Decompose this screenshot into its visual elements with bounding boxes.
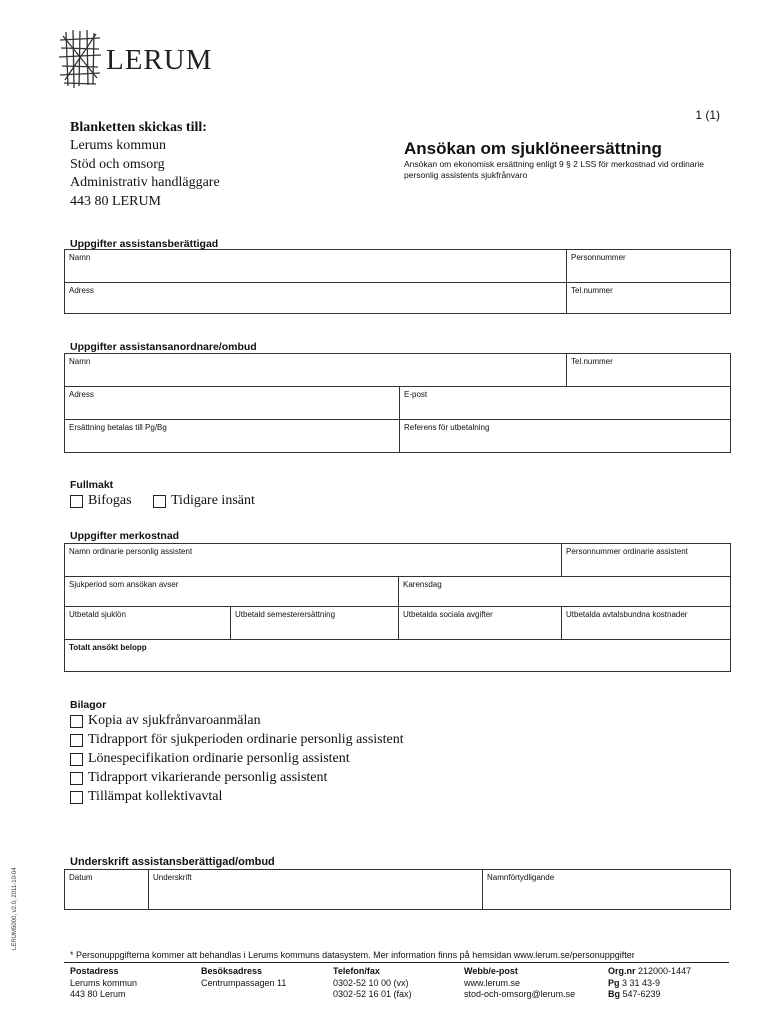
signature-date-field[interactable]	[65, 870, 149, 910]
fullmakt-attached-checkbox[interactable]	[70, 495, 83, 508]
field-label: Namn	[69, 357, 91, 366]
total-amount-field[interactable]	[65, 640, 731, 672]
field-label: Namnförtydligande	[487, 873, 555, 882]
attachment-checkbox[interactable]	[70, 715, 83, 728]
field-label: E-post	[404, 390, 428, 399]
beneficiary-table	[64, 249, 731, 314]
sender-address	[70, 137, 220, 211]
section-title-bilagor: Bilagor	[70, 699, 107, 711]
footer-line: 443 80 Lerum	[70, 989, 126, 999]
karensdag-field[interactable]	[399, 577, 731, 607]
field-label: Referens för utbetalning	[404, 423, 490, 432]
footer-line: 0302-52 10 00 (vx)	[333, 977, 409, 988]
contract-costs-field[interactable]	[562, 607, 731, 640]
organizer-phone-field[interactable]	[567, 354, 731, 387]
sender-line: Stöd och omsorg	[70, 156, 165, 172]
beneficiary-address-field[interactable]	[65, 283, 567, 314]
lerum-logo-icon	[58, 28, 102, 90]
field-label: Adress	[69, 390, 94, 399]
sender-line: 443 80 LERUM	[70, 193, 161, 209]
beneficiary-name-field[interactable]	[65, 250, 567, 283]
assistant-name-field[interactable]	[65, 544, 562, 577]
checkbox-label: Tidrapport vikarierande personlig assistent	[88, 770, 328, 785]
footer-phone	[333, 966, 412, 1001]
page-number: 1 (1)	[695, 108, 720, 122]
beneficiary-phone-field[interactable]	[567, 283, 731, 314]
attachment-item[interactable]	[70, 733, 404, 747]
field-label: Totalt ansökt belopp	[69, 643, 147, 652]
checkbox-label: Tidrapport för sjukperioden ordinarie personlig assistent	[88, 732, 404, 747]
sender-line: Lerums kommun	[70, 138, 167, 153]
field-label: Sjukperiod som ansökan avser	[69, 580, 179, 589]
section-title-signature: Underskrift assistansberättigad/ombud	[70, 856, 275, 868]
footer-line: Lerums kommun	[70, 977, 138, 988]
name-clarification-field[interactable]	[483, 870, 731, 910]
field-label: Underskrift	[153, 873, 192, 882]
organizer-table	[64, 353, 731, 453]
assistant-pnr-field[interactable]	[562, 544, 731, 577]
social-fees-field[interactable]	[399, 607, 562, 640]
sender-line: Administrativ handläggare	[70, 175, 220, 190]
footer-link-email[interactable]: stod-och-omsorg@lerum.se	[464, 989, 576, 999]
pg-value: 3 31 43-9	[622, 977, 661, 988]
attachment-item[interactable]	[70, 790, 222, 804]
footer-org	[608, 966, 691, 1001]
footer-postal	[70, 966, 137, 1001]
attachment-item[interactable]	[70, 752, 350, 766]
sender-heading: Blanketten skickas till:	[70, 120, 207, 135]
checkbox-label: Tillämpat kollektivavtal	[88, 789, 223, 804]
footer-line: 0302-52 16 01 (fax)	[333, 989, 412, 999]
footer-heading: Telefon/fax	[333, 966, 380, 976]
attachment-checkbox[interactable]	[70, 753, 83, 766]
sick-period-field[interactable]	[65, 577, 399, 607]
section-title-fullmakt: Fullmakt	[70, 479, 114, 491]
field-label: Datum	[69, 873, 93, 882]
form-title: Ansökan om sjuklöneersättning	[404, 139, 662, 158]
fullmakt-option-attached[interactable]	[70, 494, 132, 508]
bg-label: Bg	[608, 989, 620, 999]
bg-value: 547-6239	[622, 989, 661, 999]
field-label: Utbetalda avtalsbundna kostnader	[566, 610, 688, 619]
field-label: Namn ordinarie personlig assistent	[69, 547, 193, 556]
merkostnad-table	[64, 543, 731, 672]
field-label: Personnummer ordinarie assistent	[566, 547, 688, 556]
attachment-item[interactable]	[70, 771, 327, 785]
signature-table	[64, 869, 731, 910]
organizer-name-field[interactable]	[65, 354, 567, 387]
attachment-item[interactable]	[70, 714, 261, 728]
field-label: Adress	[69, 286, 94, 295]
fullmakt-option-previous[interactable]	[153, 494, 255, 508]
footer-link-web[interactable]: www.lerum.se	[464, 977, 521, 988]
attachment-checkbox[interactable]	[70, 772, 83, 785]
section-title-organizer: Uppgifter assistansanordnare/ombud	[70, 341, 257, 353]
pg-label: Pg	[608, 977, 620, 988]
field-label: Tel.nummer	[571, 357, 613, 366]
orgnr-label: Org.nr	[608, 966, 636, 976]
organizer-address-field[interactable]	[65, 387, 400, 420]
footer-line: Centrumpassagen 11	[201, 977, 287, 988]
sick-pay-field[interactable]	[65, 607, 231, 640]
field-label: Utbetald sjuklön	[69, 610, 126, 619]
checkbox-label: Kopia av sjukfrånvaroanmälan	[88, 713, 261, 728]
field-label: Ersättning betalas till Pg/Bg	[69, 423, 167, 432]
attachment-checkbox[interactable]	[70, 791, 83, 804]
checkbox-label: Lönespecifikation ordinarie personlig assistent	[88, 751, 350, 766]
organizer-payment-field[interactable]	[65, 420, 400, 453]
form-version-id: LERUM5000, v2.0, 2011-10-04	[12, 867, 18, 950]
signature-field[interactable]	[149, 870, 483, 910]
organizer-reference-field[interactable]	[400, 420, 731, 453]
footer-heading: Besöksadress	[201, 966, 263, 976]
field-label: Karensdag	[403, 580, 442, 589]
checkbox-label: Bifogas	[88, 493, 132, 508]
form-subtitle: Ansökan om ekonomisk ersättning enligt 9 § 2 LSS för merkostnad vid ordinarie personlig assistents sjukfrånvaro	[404, 159, 705, 180]
field-label: Tel.nummer	[571, 286, 613, 295]
orgnr-value: 212000-1447	[638, 966, 692, 976]
field-label: Personnummer	[571, 253, 626, 262]
footer-visit	[201, 966, 286, 989]
footer-web	[464, 966, 575, 1001]
checkbox-label: Tidigare insänt	[171, 493, 255, 508]
field-label: Utbetald semesterersättning	[235, 610, 336, 619]
section-title-beneficiary: Uppgifter assistansberättigad	[70, 238, 219, 250]
beneficiary-pnr-field[interactable]	[567, 250, 731, 283]
holiday-pay-field[interactable]	[231, 607, 399, 640]
section-title-merkostnad: Uppgifter merkostnad	[70, 530, 180, 542]
footer-heading: Webb/e-post	[464, 966, 518, 976]
privacy-note: * Personuppgifterna kommer att behandlas i Lerums kommuns datasystem. Mer information finns på hemsidan www.lerum.se/personuppgifter	[70, 950, 635, 960]
footer-heading: Postadress	[70, 966, 119, 976]
field-label: Namn	[69, 253, 91, 262]
field-label: Utbetalda sociala avgifter	[403, 610, 493, 619]
footer-divider	[64, 962, 729, 963]
logo-wordmark: LERUM	[106, 44, 213, 76]
organizer-email-field[interactable]	[400, 387, 731, 420]
fullmakt-previous-checkbox[interactable]	[153, 495, 166, 508]
attachment-checkbox[interactable]	[70, 734, 83, 747]
